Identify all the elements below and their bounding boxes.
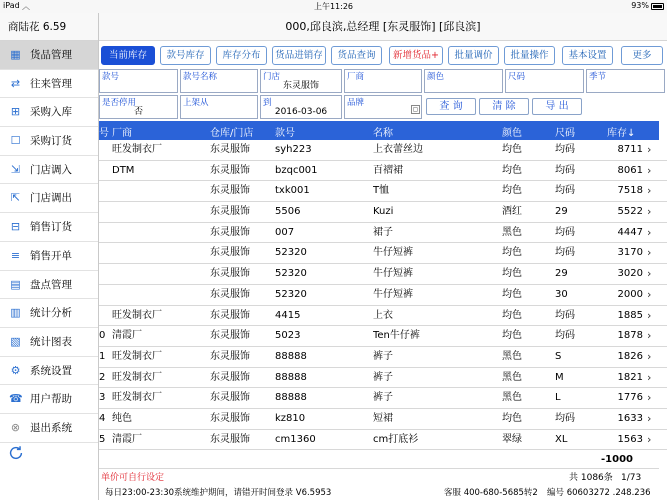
listed-from-label: 上架从 [183, 98, 209, 108]
cell-color: 黑色 [502, 350, 522, 362]
to-date-label: 到 [263, 98, 272, 108]
cell-name: 上衣蕾丝边 [373, 144, 423, 155]
cell-name: 短裙 [373, 412, 393, 424]
cell-store: 东灵服饰 [210, 144, 250, 155]
store-value: 东灵服饰 [282, 81, 319, 91]
cell-style: 4415 [275, 309, 301, 321]
cell-size: 29 [555, 206, 568, 218]
footer-info [99, 486, 667, 500]
cell-name: cm打底衫 [373, 433, 419, 445]
cell-name: 牛仔短裤 [373, 288, 413, 300]
cell-vendor: 清霞厂 [112, 433, 142, 445]
cell-style: 5506 [275, 206, 301, 218]
cell-qty: 1776 [617, 392, 643, 404]
battery-icon [651, 3, 664, 10]
row-detail-chevron-icon[interactable]: › [647, 267, 652, 281]
listed-from-field[interactable] [180, 95, 258, 119]
sidebar-item-label: 统计分析 [30, 307, 72, 320]
cell-qty: 1878 [617, 330, 643, 342]
row-detail-chevron-icon[interactable]: › [647, 143, 652, 156]
cell-color: 黑色 [502, 226, 522, 238]
cell-style: cm1360 [275, 433, 316, 445]
cell-idx: 3 [99, 392, 106, 404]
sidebar-item-label: 往来管理 [30, 77, 72, 90]
tab-batch-price[interactable]: 批量调价 [448, 46, 499, 65]
row-detail-chevron-icon[interactable]: › [647, 308, 652, 322]
vendor-field[interactable] [344, 69, 422, 93]
store-in-icon: ⇲ [10, 162, 21, 176]
style-name-label: 款号名称 [183, 72, 218, 82]
cell-style: bzqc001 [275, 164, 318, 176]
row-detail-chevron-icon[interactable]: › [647, 225, 652, 239]
table-row[interactable] [99, 388, 667, 409]
settings-icon: ⚙ [10, 363, 21, 377]
cell-size: M [555, 371, 564, 383]
col-qty[interactable]: 库存↓ [607, 128, 636, 139]
cell-store: 东灵服饰 [210, 350, 250, 362]
cell-size: 均码 [555, 164, 575, 176]
service-phone: 客服 400-680-5685转2 [444, 488, 538, 498]
cell-size: 均码 [555, 247, 575, 259]
refresh-icon[interactable] [7, 444, 25, 462]
query-button[interactable]: 查 询 [426, 98, 476, 115]
cell-vendor: 旺发制衣厂 [112, 392, 162, 404]
table-row[interactable] [99, 161, 667, 182]
total-row [99, 451, 659, 469]
row-detail-chevron-icon[interactable]: › [647, 246, 652, 260]
cell-color: 均色 [502, 412, 522, 424]
sidebar-item-7[interactable] [0, 213, 98, 242]
cell-vendor: 旺发制衣厂 [112, 309, 162, 321]
cell-color: 均色 [502, 164, 522, 176]
cell-idx: 5 [99, 433, 106, 445]
tab-bar [99, 44, 667, 66]
cell-idx: 4 [99, 412, 106, 424]
sales-bill-icon: ≡ [10, 248, 21, 262]
brand-picker-icon[interactable]: ▢ [412, 106, 419, 113]
cell-qty: 1633 [617, 412, 643, 424]
row-detail-chevron-icon[interactable]: › [647, 391, 652, 405]
cell-style: 007 [275, 226, 295, 238]
price-note: 单价可自行设定 [101, 473, 165, 483]
to-date-field[interactable] [260, 95, 342, 119]
cell-color: 均色 [502, 288, 522, 300]
sidebar-item-label: 门店调入 [30, 163, 72, 176]
cell-store: 东灵服饰 [210, 185, 250, 197]
cell-style: 5023 [275, 330, 301, 342]
cell-style: kz810 [275, 412, 306, 424]
cell-vendor: 旺发制衣厂 [112, 350, 162, 362]
sidebar-item-10[interactable] [0, 299, 98, 328]
cell-store: 东灵服饰 [210, 247, 250, 259]
table-row[interactable] [99, 326, 667, 347]
cell-color: 均色 [502, 268, 522, 280]
size-field[interactable] [505, 69, 584, 93]
cell-name: 牛仔短裤 [373, 268, 413, 280]
color-label: 颜色 [427, 72, 445, 82]
col-color[interactable]: 颜色 [502, 128, 522, 139]
tab-add-goods[interactable]: 新增货品+ [389, 46, 443, 65]
cell-store: 东灵服饰 [210, 164, 250, 176]
battery-percent: 93% [631, 1, 649, 10]
cell-size: 29 [555, 268, 568, 280]
cell-name: Kuzi [373, 206, 394, 218]
cell-style: 88888 [275, 350, 307, 362]
cell-color: 均色 [502, 309, 522, 321]
app-name: 商陆花 6.59 [0, 13, 98, 41]
cell-size: 均码 [555, 330, 575, 342]
sidebar-item-label: 用户帮助 [30, 393, 72, 406]
cell-idx: 0 [99, 330, 106, 342]
cell-size: S [555, 350, 562, 362]
cell-vendor: DTM [112, 164, 135, 176]
cell-size: 均码 [555, 226, 575, 238]
row-detail-chevron-icon[interactable]: › [647, 432, 652, 446]
col-name[interactable]: 名称 [373, 128, 393, 139]
sidebar-item-3[interactable] [0, 98, 98, 127]
row-detail-chevron-icon[interactable]: › [647, 370, 652, 384]
sidebar-item-9[interactable] [0, 271, 98, 300]
sidebar-item-2[interactable] [0, 70, 98, 99]
cell-name: T恤 [373, 185, 390, 197]
sidebar-item-label: 退出系统 [30, 421, 72, 434]
col-vendor[interactable]: 厂商 [112, 128, 132, 139]
cell-size: 均码 [555, 309, 575, 321]
cell-color: 均色 [502, 330, 522, 342]
color-field[interactable] [424, 69, 503, 93]
table-row[interactable] [99, 306, 667, 327]
cell-name: Ten牛仔裤 [373, 330, 420, 342]
exit-icon: ⊗ [10, 420, 21, 434]
cell-color: 均色 [502, 185, 522, 197]
cell-size: 30 [555, 288, 568, 300]
sidebar-item-5[interactable] [0, 156, 98, 185]
footer-summary [99, 471, 667, 485]
sidebar-item-label: 统计图表 [30, 335, 72, 348]
sidebar-item-label: 系统设置 [30, 364, 72, 377]
sidebar-item-14[interactable] [0, 414, 98, 443]
clear-button[interactable]: 清 除 [479, 98, 529, 115]
style-no-field[interactable] [99, 69, 178, 93]
page-indicator[interactable]: 1/73 [621, 473, 642, 483]
tab-current-stock[interactable]: 当前库存 [101, 46, 155, 65]
row-detail-chevron-icon[interactable]: › [647, 163, 652, 177]
store-field[interactable] [260, 69, 342, 93]
brand-label: 品牌 [347, 98, 365, 108]
tab-stock-distribution[interactable]: 库存分布 [216, 46, 267, 65]
cell-color: 黑色 [502, 371, 522, 383]
disabled-value: 否 [133, 107, 143, 117]
cell-style: 52320 [275, 268, 307, 280]
stock-table [99, 140, 667, 450]
cell-style: 88888 [275, 392, 307, 404]
cell-store: 东灵服饰 [210, 268, 250, 280]
row-detail-chevron-icon[interactable]: › [647, 329, 652, 343]
table-header [99, 121, 659, 140]
cell-size: 均码 [555, 185, 575, 197]
cell-qty: 3020 [617, 268, 643, 280]
cell-qty: 4447 [617, 226, 643, 238]
sidebar-item-6[interactable] [0, 184, 98, 213]
cell-style: 52320 [275, 288, 307, 300]
cell-qty: 1826 [617, 350, 643, 362]
tab-goods-query[interactable]: 货品查询 [331, 46, 382, 65]
table-row[interactable] [99, 347, 667, 368]
status-bar [0, 0, 667, 13]
sidebar-item-8[interactable] [0, 242, 98, 271]
store-label: 门店 [263, 72, 281, 82]
sidebar-item-4[interactable] [0, 127, 98, 156]
cell-name: 裤子 [373, 350, 393, 362]
row-detail-chevron-icon[interactable]: › [647, 184, 652, 198]
cell-style: 88888 [275, 371, 307, 383]
purchase-in-icon: ⊞ [10, 105, 21, 119]
col-style[interactable]: 款号 [275, 128, 295, 139]
cell-qty: 3170 [617, 247, 643, 259]
to-date-value: 2016-03-06 [274, 107, 328, 117]
cell-size: 均码 [555, 144, 575, 155]
season-label: 季节 [589, 72, 607, 82]
table-row[interactable] [99, 223, 667, 244]
sidebar [0, 13, 99, 500]
cell-name: 上衣 [373, 309, 393, 321]
cell-idx: 2 [99, 371, 106, 383]
cell-qty: 8711 [617, 144, 643, 155]
cell-name: 牛仔短裤 [373, 247, 413, 259]
col-index[interactable]: 号 [99, 128, 109, 139]
store-out-icon: ⇱ [10, 191, 21, 205]
tab-more[interactable]: 更多 [621, 46, 663, 65]
cell-store: 东灵服饰 [210, 288, 250, 300]
cell-store: 东灵服饰 [210, 371, 250, 383]
cell-store: 东灵服饰 [210, 330, 250, 342]
help-icon: ☎ [9, 392, 23, 406]
row-detail-chevron-icon[interactable]: › [647, 349, 652, 363]
sidebar-item-label: 盘点管理 [30, 278, 72, 291]
goods-icon: ▦ [10, 48, 21, 61]
sidebar-item-11[interactable] [0, 328, 98, 357]
cell-color: 均色 [502, 247, 522, 259]
cell-store: 东灵服饰 [210, 412, 250, 424]
tab-batch-ops[interactable]: 批量操作 [504, 46, 555, 65]
style-name-field[interactable] [180, 69, 258, 93]
table-row[interactable] [99, 181, 667, 202]
table-row[interactable] [99, 202, 667, 223]
size-label: 尺码 [508, 72, 526, 82]
cell-qty: 1563 [617, 433, 643, 445]
table-row[interactable] [99, 243, 667, 264]
cell-size: L [555, 392, 561, 404]
purchase-order-icon: ☐ [10, 134, 21, 148]
cell-qty: 8061 [617, 164, 643, 176]
brand-field[interactable] [344, 95, 422, 119]
table-row[interactable] [99, 368, 667, 389]
table-row[interactable] [99, 430, 667, 451]
chart-icon: ▧ [10, 334, 21, 348]
sidebar-item-label: 采购订货 [30, 135, 72, 148]
sidebar-item-label: 采购入库 [30, 106, 72, 119]
sidebar-item-label: 销售开单 [30, 249, 72, 262]
tab-style-stock[interactable]: 款号库存 [160, 46, 211, 65]
cell-color: 酒红 [502, 206, 522, 218]
cell-vendor: 纯色 [112, 412, 132, 424]
table-row[interactable] [99, 140, 667, 161]
page-title: 000,邱良滨,总经理 [东灵服饰] [邱良滨] [99, 13, 667, 41]
disabled-label: 是否停用 [102, 98, 137, 108]
status-time: 上午11:26 [313, 2, 354, 11]
row-detail-chevron-icon[interactable]: › [647, 205, 652, 219]
cell-name: 裤子 [373, 392, 393, 404]
cell-qty: 1885 [617, 309, 643, 321]
cell-color: 均色 [502, 144, 522, 155]
sidebar-item-13[interactable] [0, 385, 98, 414]
analysis-icon: ▥ [10, 306, 21, 320]
tab-basic-settings[interactable]: 基本设置 [562, 46, 613, 65]
inventory-icon: ▤ [10, 277, 21, 291]
cell-idx: 1 [99, 350, 106, 362]
sidebar-item-label: 门店调出 [30, 192, 72, 205]
sidebar-item-12[interactable] [0, 357, 98, 386]
sidebar-item-label: 销售订货 [30, 221, 72, 234]
contacts-icon: ⇄ [10, 76, 21, 90]
row-detail-chevron-icon[interactable]: › [647, 287, 652, 301]
cell-qty: 2000 [617, 288, 643, 300]
sidebar-item-1[interactable] [0, 41, 98, 70]
table-row[interactable] [99, 264, 667, 285]
cell-style: txk001 [275, 185, 310, 197]
record-count: 共 1086条 [569, 473, 613, 483]
season-field[interactable] [586, 69, 665, 93]
cell-name: 裤子 [373, 371, 393, 383]
cell-size: 均码 [555, 412, 575, 424]
device-label: iPad [3, 1, 20, 10]
cell-name: 百褶裙 [373, 164, 403, 176]
wifi-icon: ︿ [22, 2, 30, 11]
cell-qty: 7518 [617, 185, 643, 197]
table-row[interactable] [99, 409, 667, 430]
table-row[interactable] [99, 285, 667, 306]
cell-color: 翠绿 [502, 433, 522, 445]
col-size[interactable]: 尺码 [555, 128, 575, 139]
disabled-select[interactable] [99, 95, 178, 119]
cell-size: XL [555, 433, 568, 445]
cell-vendor: 旺发制衣厂 [112, 144, 162, 155]
export-button[interactable]: 导 出 [532, 98, 582, 115]
cell-color: 黑色 [502, 392, 522, 404]
cell-store: 东灵服饰 [210, 392, 250, 404]
cell-qty: 5522 [617, 206, 643, 218]
cell-store: 东灵服饰 [210, 309, 250, 321]
sales-order-icon: ⊟ [10, 220, 21, 234]
device-code: 编号 60603272 .248.236 [547, 488, 651, 498]
row-detail-chevron-icon[interactable]: › [647, 411, 652, 425]
cell-qty: 1821 [617, 371, 643, 383]
cell-vendor: 旺发制衣厂 [112, 371, 162, 383]
col-store[interactable]: 仓库/门店 [210, 128, 254, 139]
vendor-label: 厂商 [347, 72, 365, 82]
cell-style: syh223 [275, 144, 312, 155]
total-qty: -1000 [601, 454, 633, 465]
tab-goods-flow[interactable]: 货品进销存 [272, 46, 326, 65]
cell-store: 东灵服饰 [210, 433, 250, 445]
sidebar-item-label: 货品管理 [30, 49, 72, 61]
cell-vendor: 清霞厂 [112, 330, 142, 342]
sidebar-menu [0, 41, 98, 443]
cell-store: 东灵服饰 [210, 226, 250, 238]
cell-name: 裙子 [373, 226, 393, 238]
maintenance-notice: 每日23:00-23:30系统维护期间，请错开时间登录 V6.5953 [105, 488, 332, 498]
cell-store: 东灵服饰 [210, 206, 250, 218]
cell-style: 52320 [275, 247, 307, 259]
style-no-label: 款号 [102, 72, 120, 82]
